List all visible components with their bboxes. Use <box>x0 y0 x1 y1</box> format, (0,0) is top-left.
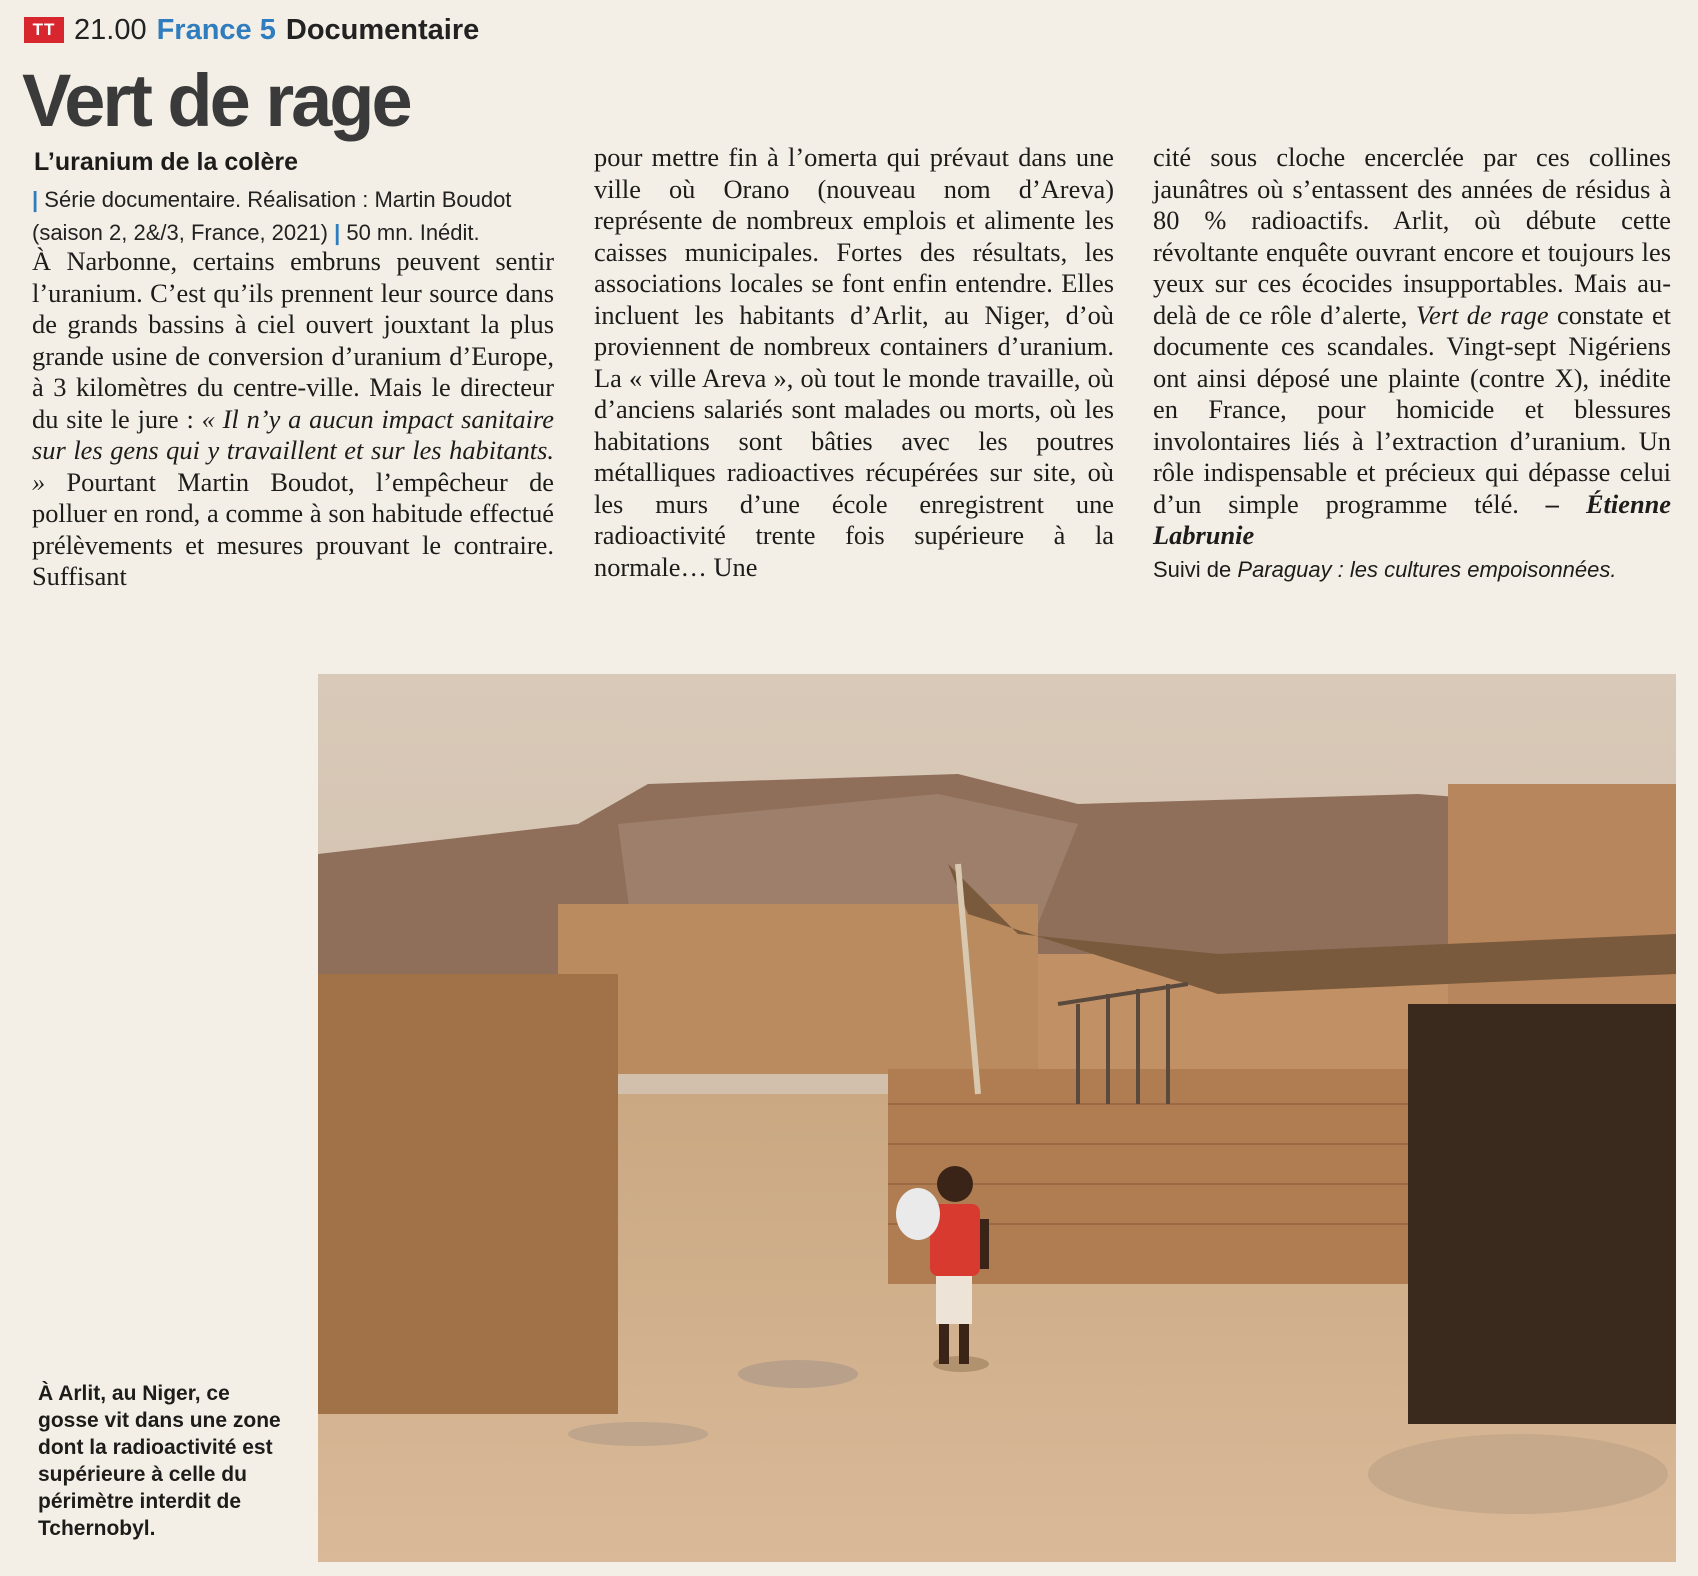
body-column-3 <box>1153 142 1671 585</box>
air-time: 21.00 <box>74 13 147 46</box>
credits-bar: | <box>32 187 39 212</box>
credits-bar-2: | <box>334 220 341 245</box>
credits-line2: (saison 2, 2&/3, France, 2021) <box>32 220 328 245</box>
genre-label: Documentaire <box>285 13 480 46</box>
body-column-1 <box>32 246 554 593</box>
channel-name: France 5 <box>156 13 276 46</box>
followed-by: Suivi de Paraguay : les cultures empoisonnées. <box>1153 556 1617 582</box>
paragraph-1: À Narbonne, certains embruns peuvent sentir l’uranium. C’est qu’ils prennent leur source dans de grands bassins à ciel ouvert jouxtant la plus grande usine de conversion d’uranium d’Europe, à 3 kilomètres du centre-ville. Mais le directeur du site le jure : « Il n’y a aucun impact sanitaire sur les gens qui y travaillent et sur les habitants. » Pourtant Martin Boudot, l’empêcheur de polluer en rond, a comme à son habitude effectué prélèvements et mesures prouvant le contraire. Suffisant <box>32 246 554 591</box>
photo-illustration <box>318 674 1676 1562</box>
paragraph-2: pour mettre fin à l’omerta qui prévaut dans une ville où Orano (nouveau nom d’Areva) représente de nombreux emplois et alimente les caisses municipales. Fortes des résultats, les associations locales se font enfin entendre. Elles incluent les habitants d’Arlit, au Niger, d’où proviennent de nombreux containers d’uranium. La « ville Areva », où tout le monde travaille, où d’anciens salariés sont malades ou morts, où les habitations sont bâties avec les poutres métalliques radioactives récupérées sur site, où les murs d’une école enregistrent une radioactivité trente fois supérieure à la normale… Une <box>594 142 1114 582</box>
arlit-photo <box>318 674 1676 1562</box>
kicker <box>24 10 479 50</box>
photo-caption: À Arlit, au Niger, ce gosse vit dans une zone dont la radioactivité est supérieure à celle du périmètre interdit de Tchernobyl. <box>38 1382 281 1540</box>
credits <box>32 183 552 249</box>
telerama-logo: TT <box>24 17 64 43</box>
film-title: Vert de rage <box>1415 299 1549 330</box>
subhead: L’uranium de la colère <box>34 148 298 176</box>
author-signature: – Étienne Labrunie <box>1153 488 1672 550</box>
director-quote: « Il n’y a aucun impact sanitaire sur les gens qui y travaillent et sur les habitants. » <box>32 403 554 497</box>
body-column-2 <box>594 142 1114 583</box>
headline: Vert de rage <box>22 59 410 142</box>
bleed-through-left <box>0 660 300 780</box>
credits-duration: 50 mn. Inédit. <box>346 220 480 245</box>
paragraph-3: cité sous cloche encerclée par ces collines jaunâtres où s’entassent des années de résidus à 80 % radioactifs. Arlit, où débute cette révoltante enquête ouvrant encore et toujours les yeux sur ces écocides insupportables. Mais au-delà de ce rôle d’alerte, Vert de rage constate et documente ces scandales. Vingt-sept Nigériens ont ainsi déposé une plainte (contre X), inédite en France, pour homicide et blessures involontaires liés à l’extraction d’uranium. Un rôle indispensable et précieux qui dépasse celui d’un simple programme télé. – Étienne Labrunie <box>1153 142 1672 550</box>
bleed-through-left-lower <box>0 880 20 1380</box>
credits-line1: Série documentaire. Réalisation : Martin Boudot <box>44 187 512 212</box>
